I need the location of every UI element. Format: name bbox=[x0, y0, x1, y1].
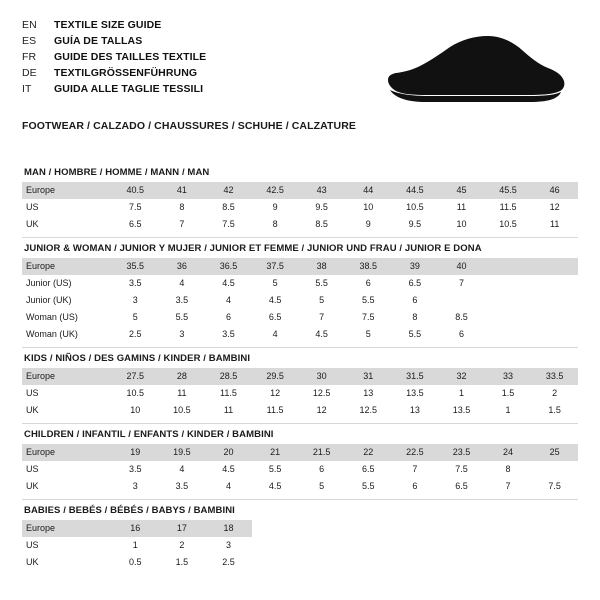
row-label: Europe bbox=[22, 444, 112, 461]
cell-empty bbox=[252, 537, 299, 554]
table-row bbox=[22, 478, 578, 495]
cell bbox=[485, 275, 532, 292]
cell: 7 bbox=[412, 464, 418, 474]
cell: 33 bbox=[485, 368, 532, 385]
cell: 6.5 bbox=[408, 278, 422, 288]
cell: 1 bbox=[132, 540, 138, 550]
cell: 20 bbox=[205, 444, 252, 461]
cell: 11 bbox=[177, 388, 187, 398]
table-row bbox=[22, 326, 578, 343]
row-label: UK bbox=[26, 557, 39, 567]
cell: 8.5 bbox=[222, 202, 235, 212]
cell-empty bbox=[531, 537, 578, 554]
cell: 37.5 bbox=[252, 258, 299, 275]
cell bbox=[531, 275, 578, 292]
row-label: US bbox=[26, 540, 39, 550]
cell: 10.5 bbox=[499, 219, 517, 229]
cell: 7.5 bbox=[548, 481, 561, 491]
cell: 31 bbox=[345, 368, 392, 385]
cell: 3 bbox=[132, 295, 138, 305]
row-label: Junior (US) bbox=[26, 278, 72, 288]
cell: 11 bbox=[456, 202, 467, 212]
section-junior-woman bbox=[22, 237, 578, 343]
cell-empty bbox=[252, 520, 299, 537]
cell-empty bbox=[485, 520, 532, 537]
row-label: Junior (UK) bbox=[26, 295, 72, 305]
cell: 24 bbox=[485, 444, 532, 461]
row-label: UK bbox=[26, 405, 39, 415]
cell: 45.5 bbox=[485, 182, 532, 199]
cell bbox=[485, 309, 532, 326]
cell: 2.5 bbox=[222, 557, 235, 567]
table-row bbox=[22, 275, 578, 292]
section-title: BABIES / BEBÉS / BÉBÉS / BABYS / BAMBINI bbox=[22, 499, 578, 520]
cell: 22.5 bbox=[392, 444, 439, 461]
cell: 10 bbox=[456, 219, 467, 229]
table-row bbox=[22, 444, 578, 461]
table-row bbox=[22, 258, 578, 275]
cell: 42.5 bbox=[252, 182, 299, 199]
cell: 6 bbox=[365, 278, 371, 288]
cell: 7.5 bbox=[362, 312, 375, 322]
size-table bbox=[22, 520, 578, 571]
cell: 35.5 bbox=[112, 258, 159, 275]
cell: 8 bbox=[505, 464, 511, 474]
cell: 44 bbox=[345, 182, 392, 199]
cell: 9.5 bbox=[408, 219, 422, 229]
row-label: Woman (US) bbox=[26, 312, 78, 322]
cell: 6 bbox=[412, 481, 418, 491]
cell bbox=[485, 258, 532, 275]
table-row bbox=[22, 292, 578, 309]
row-label: US bbox=[26, 464, 39, 474]
cell: 11.5 bbox=[220, 388, 237, 398]
cell: 4.5 bbox=[222, 278, 235, 288]
cell: 6 bbox=[225, 312, 231, 322]
cell: 9.5 bbox=[315, 202, 328, 212]
cell: 4 bbox=[225, 295, 231, 305]
section-kids bbox=[22, 347, 578, 419]
cell: 4.5 bbox=[268, 481, 282, 491]
cell: 4 bbox=[272, 329, 278, 339]
cell: 5.5 bbox=[315, 278, 328, 288]
cell-empty bbox=[392, 554, 439, 571]
section-title: KIDS / NIÑOS / DES GAMINS / KINDER / BAMBINI bbox=[22, 347, 578, 368]
row-label: UK bbox=[26, 219, 39, 229]
cell: 19.5 bbox=[159, 444, 206, 461]
cell: 38.5 bbox=[345, 258, 392, 275]
cell: 29.5 bbox=[252, 368, 299, 385]
language-row bbox=[22, 66, 206, 81]
table-row bbox=[22, 216, 578, 233]
cell: 7 bbox=[505, 481, 511, 491]
cell: 7 bbox=[179, 219, 185, 229]
cell-empty bbox=[438, 537, 485, 554]
cell-empty bbox=[298, 554, 345, 571]
cell: 6 bbox=[319, 464, 325, 474]
cell: 42 bbox=[205, 182, 252, 199]
size-table bbox=[22, 368, 578, 419]
cell: 32 bbox=[438, 368, 485, 385]
cell: 18 bbox=[205, 520, 252, 537]
language-title: TEXTILGRÖSSENFÜHRUNG bbox=[54, 67, 198, 79]
cell: 40.5 bbox=[112, 182, 159, 199]
cell: 5.5 bbox=[175, 312, 189, 322]
cell: 13.5 bbox=[406, 388, 424, 398]
row-label: Woman (UK) bbox=[26, 329, 78, 339]
cell: 41 bbox=[159, 182, 206, 199]
cell: 28.5 bbox=[205, 368, 252, 385]
cell: 21.5 bbox=[298, 444, 345, 461]
cell: 6.5 bbox=[362, 464, 375, 474]
cell: 21 bbox=[252, 444, 299, 461]
cell: 11 bbox=[223, 405, 234, 415]
cell: 4 bbox=[179, 464, 185, 474]
cell: 5 bbox=[272, 278, 278, 288]
cell: 1.5 bbox=[501, 388, 515, 398]
cell: 7.5 bbox=[455, 464, 468, 474]
row-label: US bbox=[26, 202, 39, 212]
section-babies bbox=[22, 499, 578, 571]
dress-shoe-icon bbox=[368, 28, 568, 108]
cell-empty bbox=[438, 554, 485, 571]
cell: 45 bbox=[438, 182, 485, 199]
cell: 13.5 bbox=[452, 405, 471, 415]
cell: 10 bbox=[363, 202, 374, 212]
cell: 31.5 bbox=[392, 368, 439, 385]
cell: 5.5 bbox=[362, 295, 375, 305]
cell: 10.5 bbox=[406, 202, 424, 212]
size-table bbox=[22, 182, 578, 233]
cell: 36.5 bbox=[205, 258, 252, 275]
cell: 12 bbox=[549, 202, 560, 212]
row-label: UK bbox=[26, 481, 39, 491]
cell bbox=[531, 326, 578, 343]
cell: 12.5 bbox=[359, 405, 378, 415]
cell: 12 bbox=[270, 388, 281, 398]
cell bbox=[531, 258, 578, 275]
cell: 1.5 bbox=[548, 405, 561, 415]
table-row bbox=[22, 199, 578, 216]
cell: 38 bbox=[298, 258, 345, 275]
cell: 5 bbox=[132, 312, 138, 322]
cell: 6 bbox=[458, 329, 464, 339]
cell: 11.5 bbox=[266, 405, 284, 415]
cell: 2 bbox=[179, 540, 185, 550]
table-row bbox=[22, 368, 578, 385]
cell: 0.5 bbox=[129, 557, 142, 567]
cell: 5 bbox=[365, 329, 371, 339]
cell: 30 bbox=[298, 368, 345, 385]
cell: 2.5 bbox=[129, 329, 142, 339]
section-title: MAN / HOMBRE / HOMME / MANN / MAN bbox=[24, 167, 210, 178]
table-row bbox=[22, 554, 578, 571]
cell: 28 bbox=[159, 368, 206, 385]
language-code: IT bbox=[22, 83, 32, 95]
cell-empty bbox=[531, 520, 578, 537]
cell: 8 bbox=[179, 202, 185, 212]
cell: 8 bbox=[412, 312, 418, 322]
cell: 23.5 bbox=[438, 444, 485, 461]
cell: 4 bbox=[225, 481, 231, 491]
cell: 13 bbox=[363, 388, 374, 398]
cell: 3.5 bbox=[129, 278, 142, 288]
cell: 39 bbox=[392, 258, 439, 275]
language-code: DE bbox=[22, 67, 37, 79]
cell: 10.5 bbox=[126, 388, 145, 398]
language-row bbox=[22, 50, 206, 65]
cell: 1 bbox=[458, 388, 464, 398]
cell: 12 bbox=[316, 405, 327, 415]
cell: 5.5 bbox=[268, 464, 282, 474]
section-man bbox=[22, 162, 578, 233]
cell-empty bbox=[298, 537, 345, 554]
cell bbox=[438, 292, 485, 309]
cell: 3 bbox=[179, 329, 185, 339]
cell: 5.5 bbox=[408, 329, 422, 339]
table-row bbox=[22, 402, 578, 419]
cell-empty bbox=[298, 520, 345, 537]
cell: 10 bbox=[130, 405, 141, 415]
section-title: CHILDREN / INFANTIL / ENFANTS / KINDER / BAMBINI bbox=[22, 423, 578, 444]
cell: 9 bbox=[365, 219, 371, 229]
row-label: Europe bbox=[22, 520, 112, 537]
cell: 8 bbox=[272, 219, 278, 229]
cell: 3.5 bbox=[222, 329, 235, 339]
size-tables bbox=[22, 162, 578, 571]
language-title: GUIDE DES TAILLES TEXTILE bbox=[54, 51, 207, 63]
cell: 8.5 bbox=[315, 219, 328, 229]
cell: 11 bbox=[550, 219, 560, 229]
cell: 7.5 bbox=[129, 202, 142, 212]
cell: 8.5 bbox=[455, 312, 468, 322]
cell: 16 bbox=[112, 520, 159, 537]
size-table bbox=[22, 258, 578, 343]
table-row bbox=[22, 537, 578, 554]
language-title: TEXTILE SIZE GUIDE bbox=[54, 19, 162, 31]
cell: 27.5 bbox=[112, 368, 159, 385]
table-row bbox=[22, 309, 578, 326]
language-code: ES bbox=[22, 35, 37, 47]
cell-empty bbox=[345, 520, 392, 537]
row-label: Europe bbox=[22, 182, 112, 199]
cell: 4 bbox=[179, 278, 185, 288]
cell-empty bbox=[485, 537, 532, 554]
cell bbox=[531, 461, 578, 478]
language-row bbox=[22, 18, 206, 33]
cell: 6.5 bbox=[455, 481, 468, 491]
language-title: GUIDA ALLE TAGLIE TESSILI bbox=[54, 83, 204, 95]
cell: 43 bbox=[298, 182, 345, 199]
cell: 19 bbox=[112, 444, 159, 461]
cell-empty bbox=[438, 520, 485, 537]
row-label: Europe bbox=[22, 368, 112, 385]
cell: 4.5 bbox=[222, 464, 235, 474]
cell: 4.5 bbox=[268, 295, 282, 305]
cell-empty bbox=[392, 520, 439, 537]
language-row bbox=[22, 82, 206, 97]
cell-empty bbox=[345, 554, 392, 571]
language-titles bbox=[22, 16, 206, 97]
cell: 12.5 bbox=[312, 388, 331, 398]
language-row bbox=[22, 34, 206, 49]
cell bbox=[485, 326, 532, 343]
cell: 3 bbox=[225, 540, 231, 550]
cell: 5 bbox=[319, 295, 325, 305]
language-code: FR bbox=[22, 51, 37, 63]
cell: 1 bbox=[505, 405, 511, 415]
cell bbox=[485, 292, 532, 309]
cell-empty bbox=[485, 554, 532, 571]
table-row bbox=[22, 520, 578, 537]
cell: 2 bbox=[552, 388, 558, 398]
cell: 9 bbox=[272, 202, 278, 212]
cell-empty bbox=[531, 554, 578, 571]
cell: 13 bbox=[409, 405, 420, 415]
cell: 3.5 bbox=[175, 295, 189, 305]
cell: 36 bbox=[159, 258, 206, 275]
cell: 3.5 bbox=[129, 464, 142, 474]
cell-empty bbox=[252, 554, 299, 571]
cell: 25 bbox=[531, 444, 578, 461]
table-row bbox=[22, 182, 578, 199]
cell: 11.5 bbox=[499, 202, 517, 212]
cell: 6.5 bbox=[268, 312, 282, 322]
table-row bbox=[22, 385, 578, 402]
cell: 22 bbox=[345, 444, 392, 461]
row-label: Europe bbox=[22, 258, 112, 275]
row-label: US bbox=[26, 388, 39, 398]
size-table bbox=[22, 444, 578, 495]
cell: 3.5 bbox=[175, 481, 189, 491]
language-title: GUÍA DE TALLAS bbox=[54, 35, 143, 47]
cell: 4.5 bbox=[315, 329, 328, 339]
cell-empty bbox=[345, 537, 392, 554]
cell: 10.5 bbox=[173, 405, 191, 415]
cell: 5.5 bbox=[362, 481, 375, 491]
cell: 3 bbox=[132, 481, 138, 491]
page-header bbox=[22, 16, 578, 108]
cell: 44.5 bbox=[392, 182, 439, 199]
cell bbox=[531, 309, 578, 326]
section-title: JUNIOR & WOMAN / JUNIOR Y MUJER / JUNIOR ET FEMME / JUNIOR UND FRAU / JUNIOR E DONA bbox=[22, 237, 578, 258]
cell: 6 bbox=[412, 295, 418, 305]
cell: 40 bbox=[438, 258, 485, 275]
language-code: EN bbox=[22, 19, 37, 31]
cell: 7 bbox=[458, 278, 464, 288]
cell: 33.5 bbox=[531, 368, 578, 385]
cell: 6.5 bbox=[129, 219, 142, 229]
cell: 17 bbox=[159, 520, 206, 537]
cell: 7.5 bbox=[222, 219, 235, 229]
cell: 46 bbox=[531, 182, 578, 199]
cell: 5 bbox=[319, 481, 325, 491]
section-children bbox=[22, 423, 578, 495]
cell bbox=[531, 292, 578, 309]
page-title: FOOTWEAR / CALZADO / CHAUSSURES / SCHUHE / CALZATURE bbox=[22, 120, 357, 132]
cell-empty bbox=[392, 537, 439, 554]
cell: 7 bbox=[319, 312, 325, 322]
table-row bbox=[22, 461, 578, 478]
cell: 1.5 bbox=[175, 557, 189, 567]
